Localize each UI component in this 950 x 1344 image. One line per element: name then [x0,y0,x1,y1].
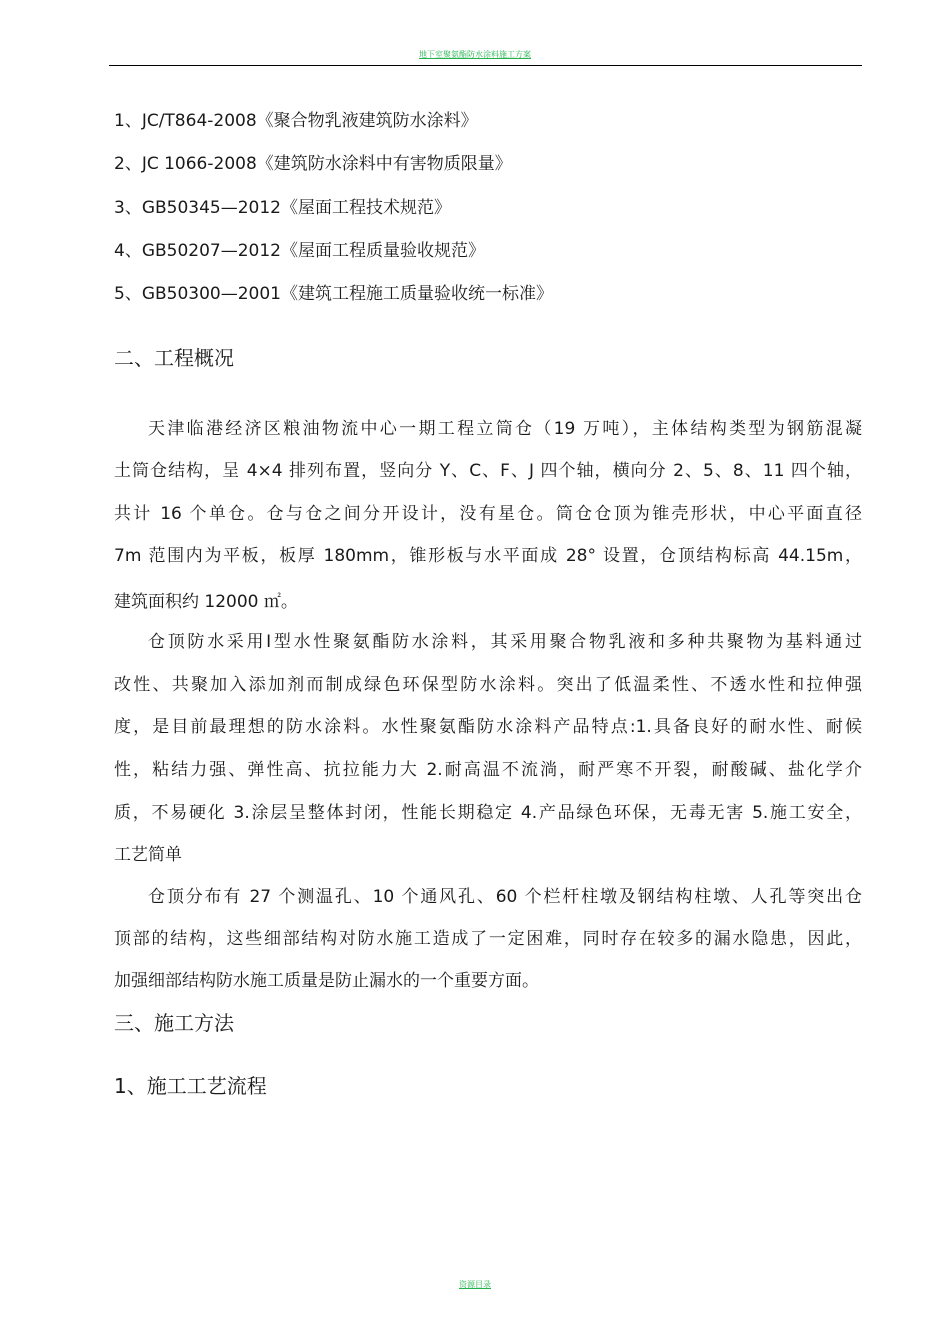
reference-item: 5、GB50300—2001《建筑工程施工质量验收统一标准》 [114,284,553,304]
paragraph-line: 改性、共聚加入添加剂而制成绿色环保型防水涂料。突出了低温柔性、不透水性和拉伸强 [114,675,862,695]
paragraph-line: 土筒仓结构，呈 4×4 排列布置，竖向分 Y、C、F、J 四个轴，横向分 2、5、8、11 四个轴， [114,461,862,481]
paragraph-line: 加强细部结构防水施工质量是防止漏水的一个重要方面。 [114,971,539,991]
page-footer-text: 资源目录 [459,1280,491,1289]
reference-item: 3、GB50345—2012《屋面工程技术规范》 [114,198,451,218]
paragraph-line: 7m 范围内为平板，板厚 180mm，锥形板与水平面成 28° 设置，仓顶结构标高 44.15m， [114,546,862,566]
paragraph-line: 共计 16 个单仓。仓与仓之间分开设计，没有星仓。筒仓仓顶为锥壳形状，中心平面直径 [114,504,862,524]
page-header-text: 地下室聚氨酯防水涂料施工方案 [419,50,531,59]
reference-item: 1、JC/T864-2008《聚合物乳液建筑防水涂料》 [114,111,478,131]
paragraph-line: 质，不易硬化 3.涂层呈整体封闭，性能长期稳定 4.产品绿色环保，无毒无害 5.施工安全， [114,803,862,823]
section-heading-overview: 二、工程概况 [114,346,234,370]
reference-item: 2、JC 1066-2008《建筑防水涂料中有害物质限量》 [114,154,512,174]
paragraph-line: 工艺简单 [114,845,182,865]
paragraph-line: 仓顶防水采用Ⅰ型水性聚氨酯防水涂料，其采用聚合物乳液和多种共聚物为基料通过 [148,632,862,652]
paragraph-line: 建筑面积约 12000 ㎡。 [114,592,298,612]
paragraph-line: 度，是目前最理想的防水涂料。水性聚氨酯防水涂料产品特点:1.具备良好的耐水性、耐候 [114,717,862,737]
subsection-heading-process: 1、施工工艺流程 [114,1074,267,1098]
reference-item: 4、GB50207—2012《屋面工程质量验收规范》 [114,241,485,261]
paragraph-line: 仓顶分布有 27 个测温孔、10 个通风孔、60 个栏杆柱墩及钢结构柱墩、人孔等突出仓 [148,887,862,907]
paragraph-line: 天津临港经济区粮油物流中心一期工程立筒仓（19 万吨），主体结构类型为钢筋混凝 [148,419,862,439]
paragraph-line: 性，粘结力强、弹性高、抗拉能力大 2.耐高温不流淌，耐严寒不开裂，耐酸碱、盐化学介 [114,760,862,780]
section-heading-methods: 三、施工方法 [114,1011,234,1035]
paragraph-line: 顶部的结构，这些细部结构对防水施工造成了一定困难，同时存在较多的漏水隐患，因此， [114,929,862,949]
header-rule [109,65,862,66]
